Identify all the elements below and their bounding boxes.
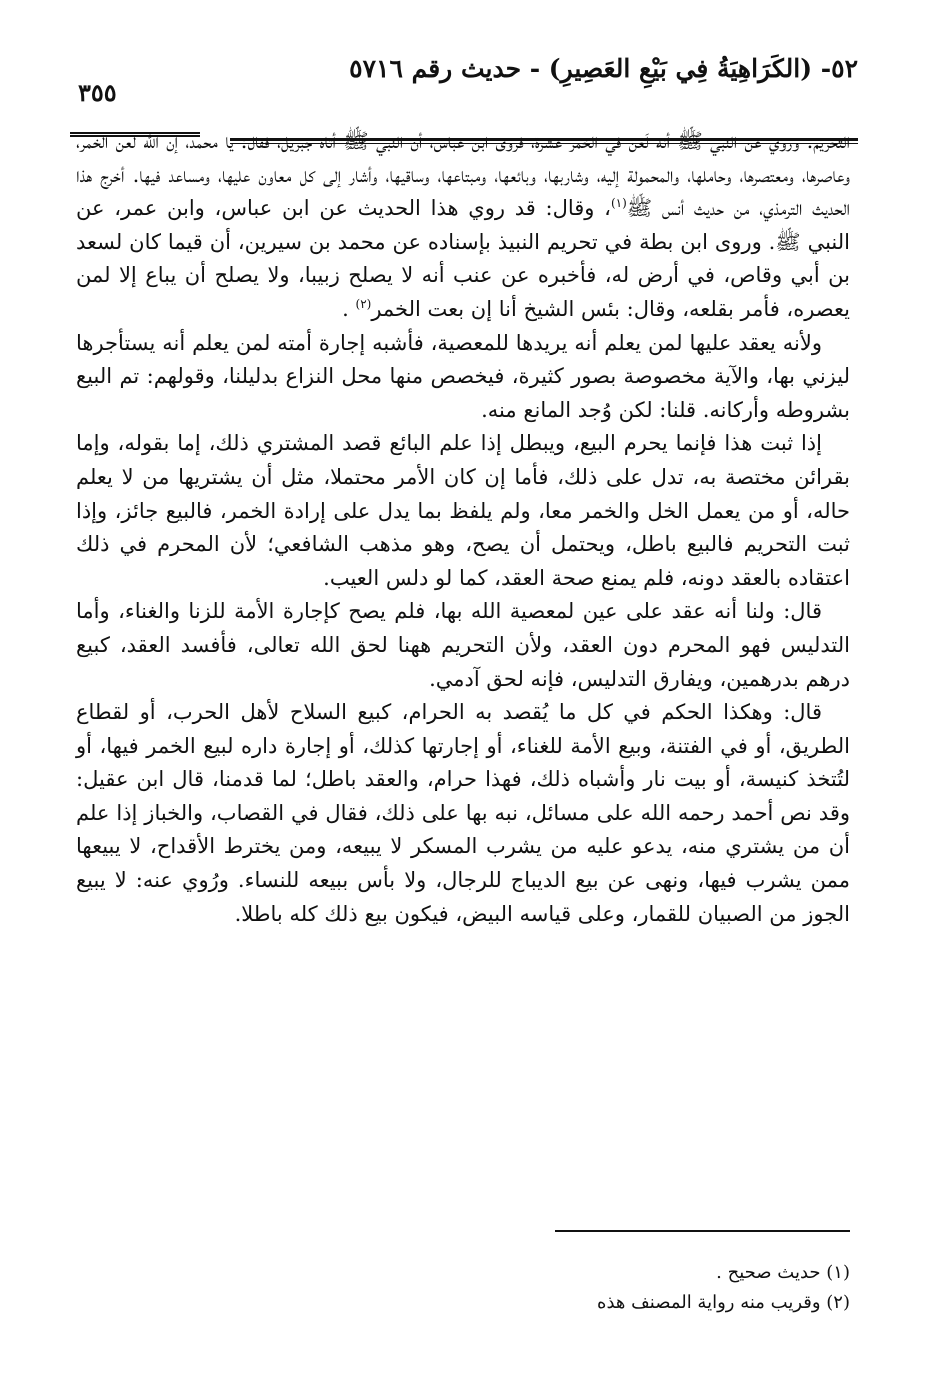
footnote-2: (٢) وقريب منه رواية المصنف هذه — [597, 1292, 850, 1313]
paragraph-1 — [76, 125, 850, 327]
paragraph-3: إذا ثبت هذا فإنما يحرم البيع، ويبطل إذا علم البائع قصد المشتري ذلك، إما بقوله، وإما بقرائن مختصة به، تدل على ذلك، فأما إن كان الأمر محتملا، مثل أن يشتريها من لا يعلم حاله، أو من يعمل الخل والخمر معا، ولم يلفظ بما يدل على إرادة الخمر، فالبيع جائز، وإذا ثبت التحريم فالبيع باطل، ويحتمل أن يصح، وهو مذهب الشافعي؛ لأن المحرم في ذلك اعتقاده بالعقد دونه، فلم يمنع صحة العقد، كما لو دلس العيب. — [76, 431, 850, 590]
paragraph-1-text-cont: ، وقال: قد روي هذا الحديث عن ابن عباس، وابن عمر، عن النبي ﷺ. وروى ابن بطة في تحريم النبيذ بإسناده عن محمد بن سيرين، أن قيما كان لسعد بن أبي وقاص، في أرض له، فأخبره عن عنب أنه لا يصلح زبيبا، ولا يصلح أن يباع إلا لمن يعصره، فأمر بقلعه، وقال: بئس الشيخ أنا إن بعت الخمر — [76, 196, 850, 321]
paragraph-1-end: . — [342, 296, 356, 321]
footnote-separator — [555, 1230, 850, 1232]
main-text — [76, 125, 850, 931]
footnote-1: (١) حديث صحيح . — [716, 1262, 850, 1283]
paragraph-2: ولأنه يعقد عليها لمن يعلم أنه يريدها للمعصية، فأشبه إجارة أمته لمن يعلم أنه يستأجرها ليزني بها، والآية مخصوصة بصور كثيرة، فيخصص منها محل النزاع بدليلنا، وقولهم: تم البيع بشروطه وأركانه. قلنا: لكن وُجد المانع منه. — [76, 330, 850, 422]
chapter-title: ٥٢- (الكَرَاهِيَةُ فِي بَيْعِ العَصِيرِ) - حديث رقم ٥٧١٦ — [349, 54, 858, 83]
footnote-ref-1: (١) — [610, 196, 627, 211]
footnote-ref-2: (٢) — [355, 296, 372, 311]
footnotes — [250, 1258, 850, 1318]
page-number: ٣٥٥ — [78, 78, 117, 107]
paragraph-5: قال: وهكذا الحكم في كل ما يُقصد به الحرام، كبيع السلاح لأهل الحرب، أو لقطاع الطريق، أو في الفتنة، وبيع الأمة للغناء، أو إجارتها كذلك، أو إجارة داره لبيع الخمر فيها، أو لتُتخذ كنيسة، أو بيت نار وأشباه ذلك، فهذا حرام، والعقد باطل؛ لما قدمنا، قال ابن عقيل: وقد نص أحمد رحمه الله على مسائل، نبه بها على ذلك، فقال في القصاب، والخباز إذا علم أن من يشتري منه، يدعو عليه من يشرب المسكر لا يبيعه، ومن يخترط الأقداح، لا يبيعها ممن يشرب فيها، ونهى عن بيع الديباج للرجال، ولا بأس ببيعه للنساء. ورُوي عنه: لا يبيع الجوز من الصبيان للقمار، وعلى قياسه البيض، فيكون بيع ذلك كله باطلا. — [76, 700, 850, 926]
paragraph-4: قال: ولنا أنه عقد على عين لمعصية الله بها، فلم يصح كإجارة الأمة للزنا والغناء، وأما التدليس فهو المحرم دون العقد، ولأن التحريم ههنا لحق الله تعالى، فأفسد العقد، كبيع درهم بدرهمين، ويفارق التدليس، فإنه لحق آدمي. — [76, 599, 850, 691]
page-header — [60, 44, 858, 107]
paragraph-1-text: التحريم. وروي عن النبي ﷺ أنه لَعَن في الخمر عشرة، فروى ابن عباس، أن النبي ﷺ أتاه جبريل، فقال: يا محمد، إن الله لعن الخمر، وعاصرها، ومعتصرها، وحاملها، والمحمولة إليه، وشاربها، وبائعها، ومبتاعها، وساقيها، وأشار إلى كل معاون عليها، ومساعد فيها. أخرج هذا الحديث الترمذي، من حديث أنس ﷺ — [76, 129, 850, 221]
